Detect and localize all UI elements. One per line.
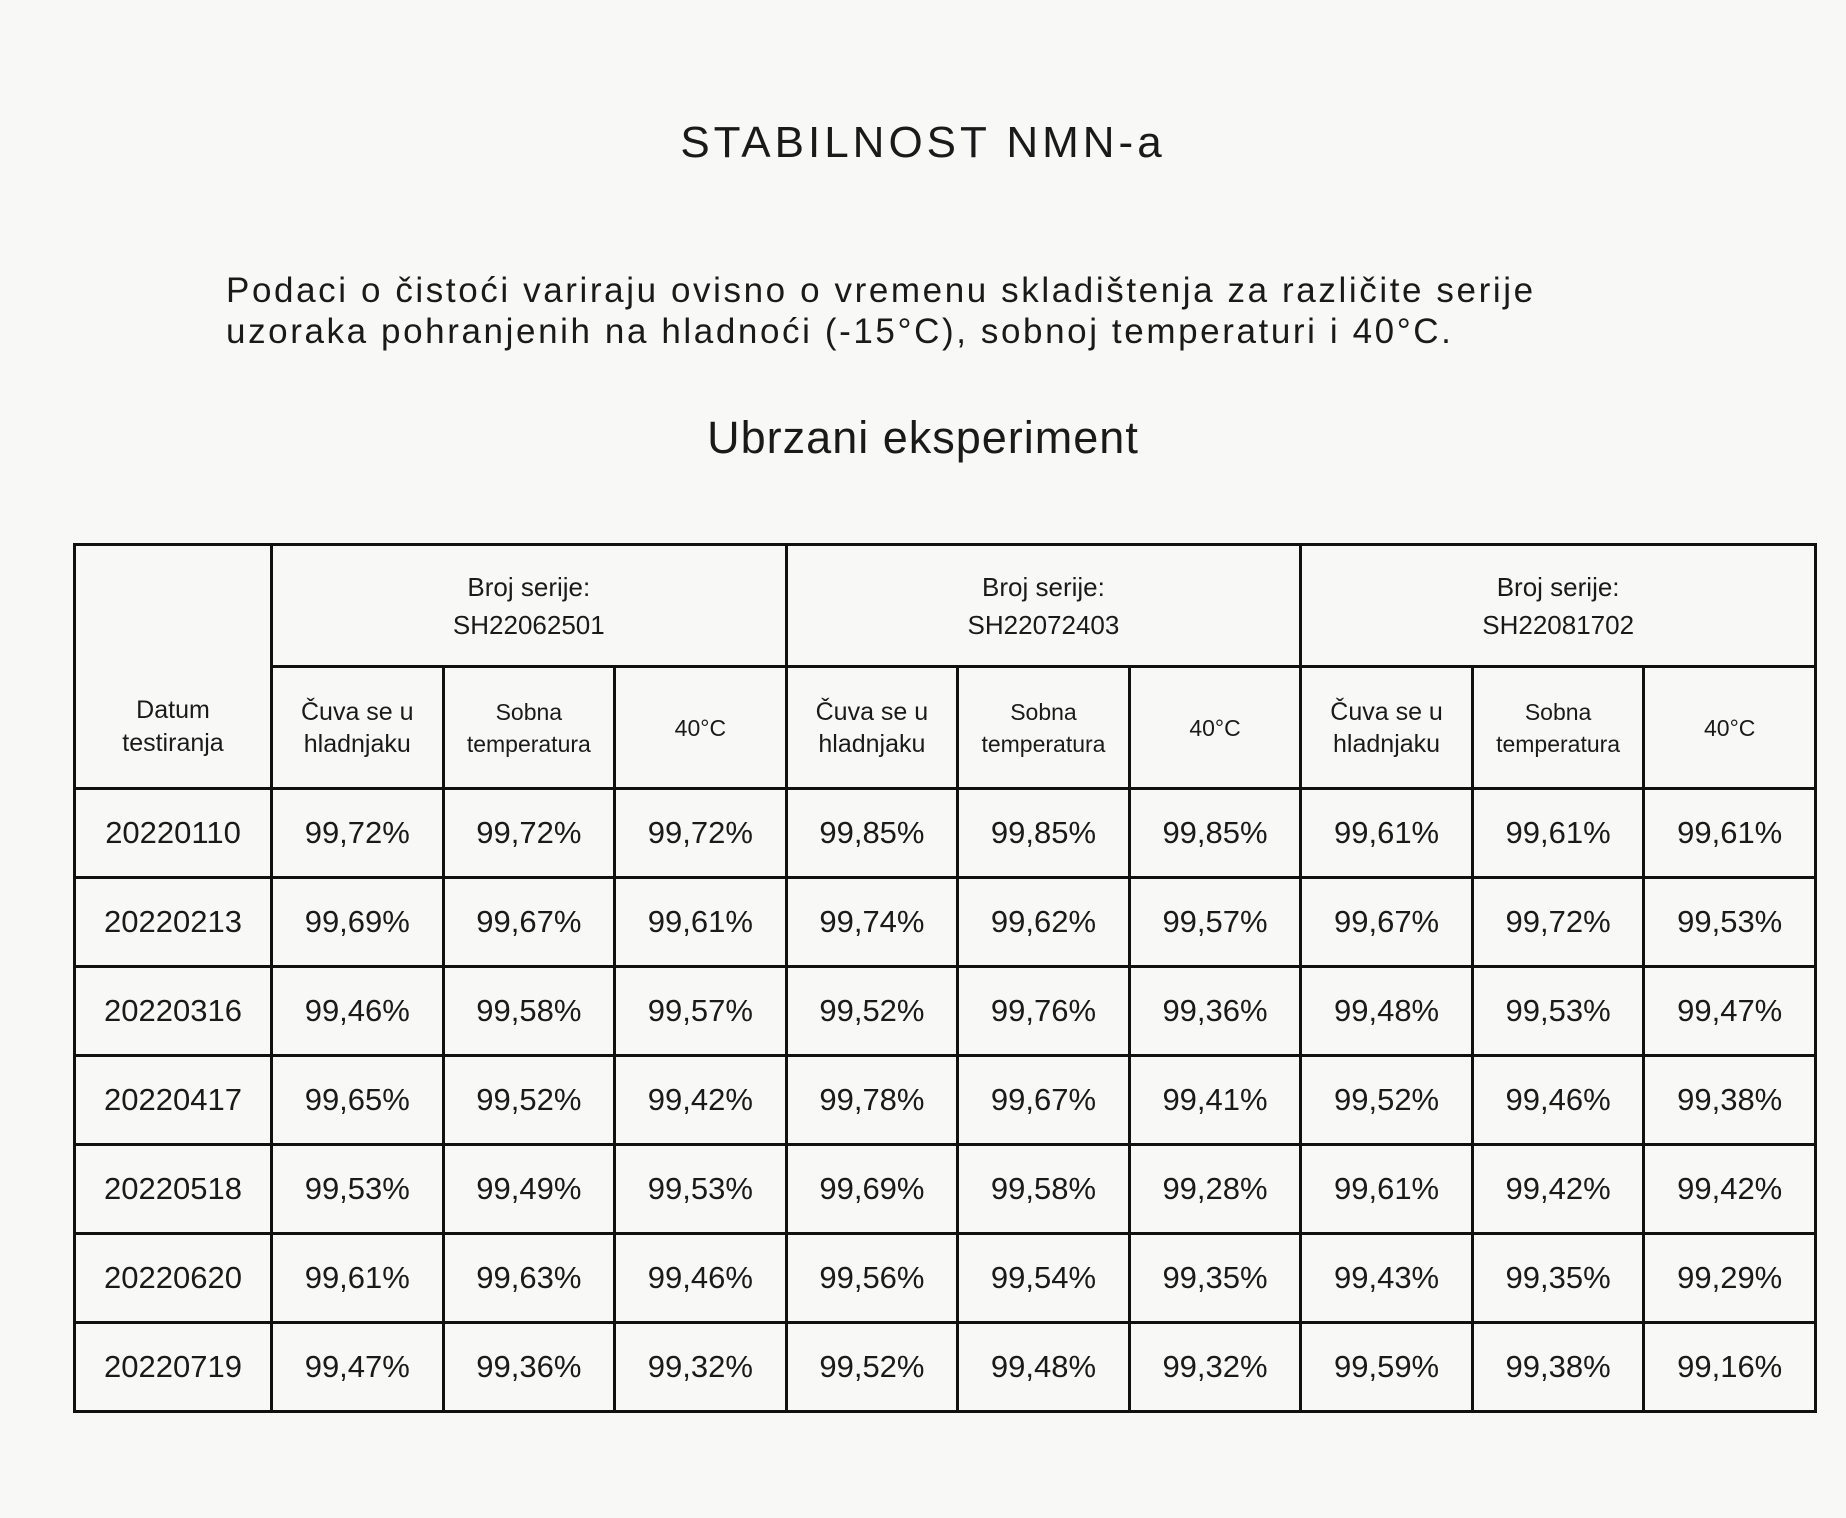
purity-cell: 99,47% <box>1644 967 1816 1056</box>
purity-cell: 99,53% <box>1644 878 1816 967</box>
stability-table <box>73 543 1817 1413</box>
condition-line: 40°C <box>1189 714 1241 741</box>
purity-cell: 99,48% <box>1301 967 1473 1056</box>
condition-line: 40°C <box>674 714 727 741</box>
purity-cell: 99,85% <box>786 789 958 878</box>
condition-header <box>615 667 787 789</box>
condition-header <box>272 667 444 789</box>
series-header <box>272 545 787 667</box>
condition-line: temperatura <box>466 730 591 757</box>
purity-cell: 99,54% <box>958 1234 1130 1323</box>
purity-cell: 99,56% <box>786 1234 958 1323</box>
purity-cell: 99,47% <box>272 1323 444 1412</box>
purity-cell: 99,78% <box>786 1056 958 1145</box>
series-header <box>786 545 1301 667</box>
table-row <box>75 878 1816 967</box>
date-cell: 20220110 <box>75 789 272 878</box>
purity-cell: 99,61% <box>615 878 787 967</box>
purity-cell: 99,72% <box>1472 878 1644 967</box>
condition-header <box>786 667 958 789</box>
purity-cell: 99,57% <box>1129 878 1301 967</box>
condition-line: Čuva se u <box>300 697 414 726</box>
purity-cell: 99,67% <box>958 1056 1130 1145</box>
purity-cell: 99,72% <box>272 789 444 878</box>
condition-line: Čuva se u <box>815 697 929 726</box>
condition-line: Čuva se u <box>1330 697 1443 726</box>
purity-cell: 99,52% <box>786 967 958 1056</box>
date-cell: 20220719 <box>75 1323 272 1412</box>
purity-cell: 99,53% <box>615 1145 787 1234</box>
purity-cell: 99,28% <box>1129 1145 1301 1234</box>
purity-cell: 99,41% <box>1129 1056 1301 1145</box>
condition-header <box>1129 667 1301 789</box>
purity-cell: 99,85% <box>1129 789 1301 878</box>
purity-cell: 99,61% <box>272 1234 444 1323</box>
date-cell: 20220518 <box>75 1145 272 1234</box>
page-title: STABILNOST NMN-a <box>680 118 1166 167</box>
description <box>226 270 1666 352</box>
purity-cell: 99,61% <box>1472 789 1644 878</box>
description-line: uzoraka pohranjenih na hladnoći (-15°C), sobnoj temperaturi i 40°C. <box>226 312 1454 351</box>
purity-cell: 99,35% <box>1129 1234 1301 1323</box>
purity-cell: 99,53% <box>272 1145 444 1234</box>
series-code: SH22081702 <box>1482 609 1635 640</box>
purity-cell: 99,62% <box>958 878 1130 967</box>
purity-cell: 99,36% <box>1129 967 1301 1056</box>
series-code: SH22072403 <box>967 609 1120 640</box>
date-cell: 20220316 <box>75 967 272 1056</box>
purity-cell: 99,52% <box>443 1056 615 1145</box>
condition-line: temperatura <box>981 730 1106 757</box>
purity-cell: 99,36% <box>443 1323 615 1412</box>
purity-cell: 99,46% <box>1472 1056 1644 1145</box>
purity-cell: 99,52% <box>786 1323 958 1412</box>
condition-line: hladnjaku <box>303 729 411 758</box>
series-label: Broj serije: <box>467 571 591 602</box>
series-code: SH22062501 <box>452 609 605 640</box>
condition-line: Sobna <box>1010 698 1077 725</box>
series-header <box>1301 545 1816 667</box>
table-row <box>75 1323 1816 1412</box>
table-row <box>75 1056 1816 1145</box>
series-label: Broj serije: <box>1496 571 1620 602</box>
purity-cell: 99,16% <box>1644 1323 1816 1412</box>
condition-header <box>958 667 1130 789</box>
purity-cell: 99,69% <box>786 1145 958 1234</box>
condition-line: Sobna <box>495 698 563 725</box>
condition-line: hladnjaku <box>818 729 926 758</box>
purity-cell: 99,59% <box>1301 1323 1473 1412</box>
purity-cell: 99,58% <box>443 967 615 1056</box>
condition-header <box>1301 667 1473 789</box>
purity-cell: 99,29% <box>1644 1234 1816 1323</box>
purity-cell: 99,65% <box>272 1056 444 1145</box>
purity-cell: 99,69% <box>272 878 444 967</box>
condition-line: temperatura <box>1496 730 1621 757</box>
table-row <box>75 967 1816 1056</box>
purity-cell: 99,67% <box>1301 878 1473 967</box>
purity-cell: 99,67% <box>443 878 615 967</box>
purity-cell: 99,74% <box>786 878 958 967</box>
purity-cell: 99,43% <box>1301 1234 1473 1323</box>
table-subtitle: Ubrzani eksperiment <box>707 412 1139 463</box>
purity-cell: 99,42% <box>1644 1145 1816 1234</box>
purity-cell: 99,58% <box>958 1145 1130 1234</box>
purity-cell: 99,32% <box>1129 1323 1301 1412</box>
purity-cell: 99,42% <box>1472 1145 1644 1234</box>
series-label: Broj serije: <box>982 571 1105 602</box>
purity-cell: 99,72% <box>615 789 787 878</box>
table-row <box>75 1145 1816 1234</box>
condition-header <box>1644 667 1816 789</box>
date-header-line: Datum <box>136 695 210 724</box>
purity-cell: 99,38% <box>1644 1056 1816 1145</box>
purity-cell: 99,49% <box>443 1145 615 1234</box>
purity-cell: 99,72% <box>443 789 615 878</box>
purity-cell: 99,61% <box>1301 1145 1473 1234</box>
purity-cell: 99,76% <box>958 967 1130 1056</box>
date-cell: 20220620 <box>75 1234 272 1323</box>
purity-cell: 99,46% <box>615 1234 787 1323</box>
condition-line: hladnjaku <box>1333 729 1441 758</box>
purity-cell: 99,46% <box>272 967 444 1056</box>
purity-cell: 99,32% <box>615 1323 787 1412</box>
purity-cell: 99,48% <box>958 1323 1130 1412</box>
condition-line: 40°C <box>1703 714 1756 741</box>
table-row <box>75 1234 1816 1323</box>
purity-cell: 99,42% <box>615 1056 787 1145</box>
purity-cell: 99,61% <box>1301 789 1473 878</box>
purity-cell: 99,52% <box>1301 1056 1473 1145</box>
purity-cell: 99,85% <box>958 789 1130 878</box>
date-header <box>75 545 272 789</box>
condition-line: Sobna <box>1524 698 1592 725</box>
table-row <box>75 789 1816 878</box>
description-line: Podaci o čistoći variraju ovisno o vremenu skladištenja za različite serije <box>226 271 1536 310</box>
date-cell: 20220213 <box>75 878 272 967</box>
date-cell: 20220417 <box>75 1056 272 1145</box>
condition-header <box>443 667 615 789</box>
condition-header <box>1472 667 1644 789</box>
date-header-line: testiranja <box>122 728 224 757</box>
purity-cell: 99,38% <box>1472 1323 1644 1412</box>
purity-cell: 99,61% <box>1644 789 1816 878</box>
purity-cell: 99,35% <box>1472 1234 1644 1323</box>
purity-cell: 99,57% <box>615 967 787 1056</box>
purity-cell: 99,53% <box>1472 967 1644 1056</box>
purity-cell: 99,63% <box>443 1234 615 1323</box>
